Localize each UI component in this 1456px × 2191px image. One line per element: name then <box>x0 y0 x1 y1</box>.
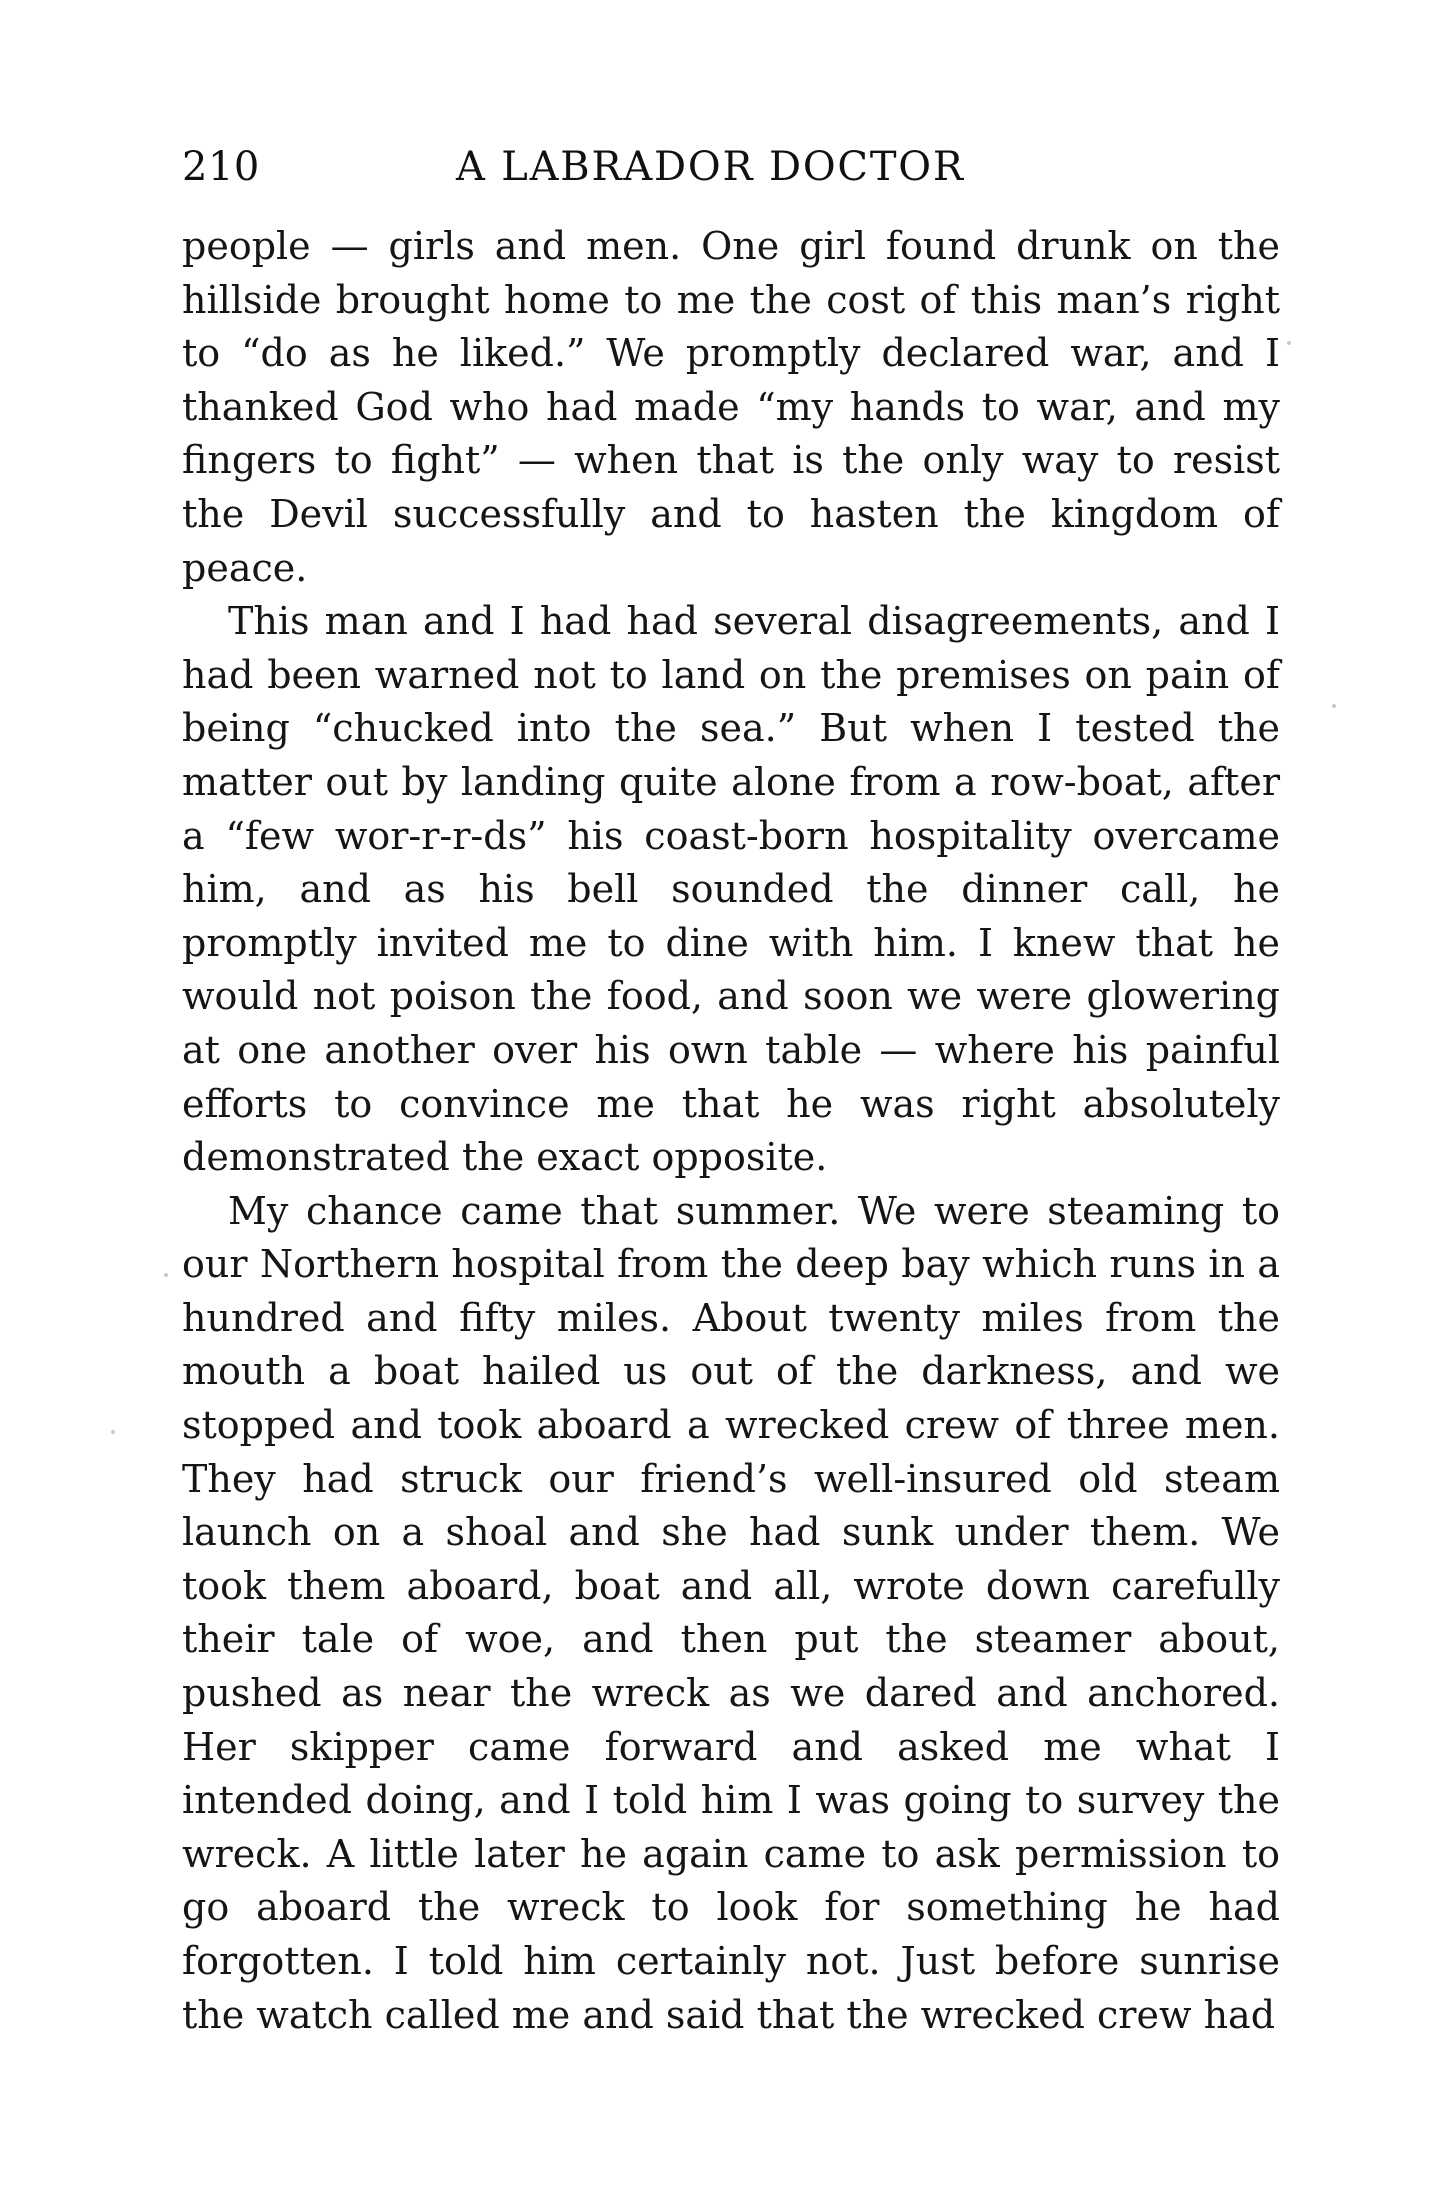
running-title: A LABRADOR DOCTOR <box>456 144 965 190</box>
paragraph-2: This man and I had had several disagreements, and I had been warned not to land on the premises on pain of being “chucked into the sea.” But when I tested the matter out by landing quite alone from a row-boat, after a “few wor-r-r-ds” his coast-born hospitality overcame him, and as his bell sounded the dinner call, he promptly invited me to dine with him. I knew that he would not poison the food, and soon we were glowering at one another over his own table — where his painful efforts to convince me that he was right absolutely demonstrated the exact opposite. <box>182 599 1280 1180</box>
page-number: 210 <box>182 144 260 190</box>
paper-speck <box>1332 704 1336 708</box>
paper-speck <box>1287 341 1291 345</box>
paper-speck <box>111 1430 115 1434</box>
page-header <box>182 138 1282 196</box>
paragraph-1: people — girls and men. One girl found drunk on the hillside brought home to me the cost of this man’s right to “do as he liked.” We promptly declared war, and I thanked God who had made “my hands to war, and my fingers to fight” — when that is the only way to resist the Devil successfully and to hasten the kingdom of peace. <box>182 224 1280 590</box>
body-text <box>182 220 1280 2042</box>
paragraph-3: My chance came that summer. We were steaming to our Northern hospital from the deep bay which runs in a hundred and fifty miles. About twenty miles from the mouth a boat hailed us out of the darkness, and we stopped and took aboard a wrecked crew of three men. They had struck our friend’s well-insured old steam launch on a shoal and she had sunk under them. We took them aboard, boat and all, wrote down carefully their tale of woe, and then put the steamer about, pushed as near the wreck as we dared and anchored. Her skipper came forward and asked me what I intended doing, and I told him I was going to survey the wreck. A little later he again came to ask permission to go aboard the wreck to look for something he had forgotten. I told him certainly not. Just before sunrise the watch called me and said that the wrecked crew had <box>182 1188 1280 2037</box>
paper-speck <box>164 1273 168 1277</box>
